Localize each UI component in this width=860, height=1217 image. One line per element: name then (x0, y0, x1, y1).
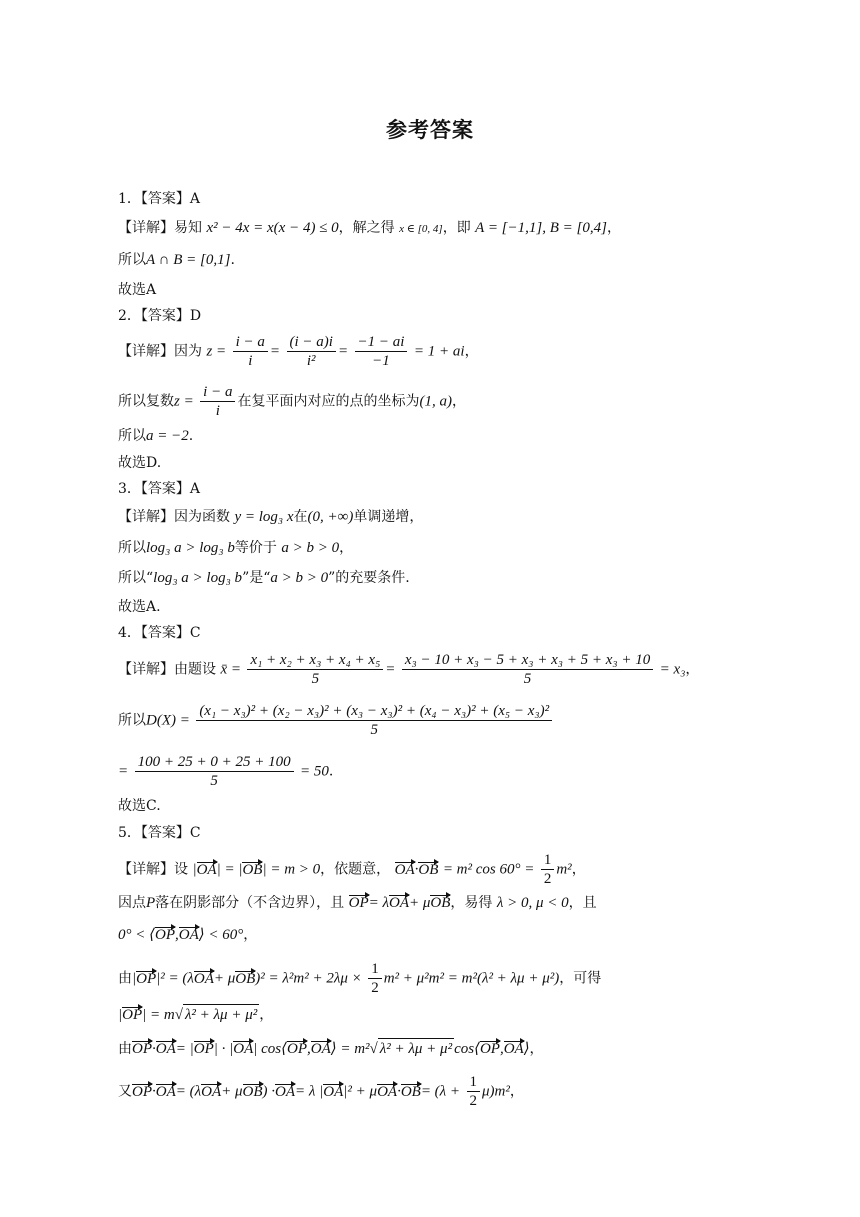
q5-line6: 由OP·OA= |OP| · |OA| cos⟨OP,OA⟩ = m²√ λ² + λμ + μ² cos⟨OP,OA⟩， (118, 1038, 544, 1059)
fraction: $\frac{1}{2}$ (541, 851, 555, 888)
fraction: (x₁ − x₃)² + (x₂ − x₃)² + (x₃ − x₃)² + (x₄ − x₃)² + (x₅ − x₃)² 5 (196, 702, 552, 739)
q2-choice: 故选D. (118, 455, 162, 471)
q4-detail: 【详解】由题设 x̄ = $\frac{\text{x₁ + x₂ + x₃ + x₄ + x₅}}{5}$ = $\frac{\text{x₃ − 10 + x₃ − 5 + x₃ + x₃ + 5 + x₃ + 10}}{5}$ = x₃， (118, 652, 700, 687)
q5-line2: 因点P落在阴影部分（不含边界），且 OP= λOA+ μOB，易得 λ > 0, μ < 0，且 (118, 895, 597, 911)
detail-label: 【详解】 (118, 861, 174, 878)
q3-line2: 所以log₃ a > log₃ b等价于 a > b > 0， (118, 540, 354, 556)
fraction: $\frac{\text{x₁ + x₂ + x₃ + x₄ + x₅}}{5}$ (247, 651, 383, 688)
q5-detail: 【详解】设 |OA| = |OB| = m > 0，依题意， OA·OB = m² cos 60° = $\frac{1}{2}$ m²， (118, 852, 586, 887)
fraction: $\frac{-1 - ai}{-1}$ (355, 333, 408, 370)
q4-answer: 4．【答案】C (118, 625, 201, 641)
page-title: 参考答案 (386, 118, 474, 142)
q4-choice: 故选C. (118, 798, 161, 814)
q3-detail: 【详解】因为函数 y = log₃ x在(0, +∞)单调递增， (118, 509, 424, 525)
detail-label: 【详解】 (118, 661, 174, 678)
detail-label: 【详解】 (118, 220, 174, 236)
q3-line3: 所以“log₃ a > log₃ b”是“a > b > 0”的充要条件. (118, 570, 410, 586)
q4-result: = $\frac{100 + 25 + 0 + 25 + 100}{5}$ = 50. (118, 754, 334, 789)
q2-answer: 2．【答案】D (118, 308, 202, 324)
q4-variance: 所以D(X) = (x₁ − x₃)² + (x₂ − x₃)² + (x₃ − x₃)² + (x₄ − x₃)² + (x₅ − x₃)² 5 (118, 702, 554, 739)
fraction: $\frac{(i - a)i}{\text{i²}}$ (287, 333, 336, 370)
q2-detail: 【详解】因为 z = $\frac{i - a}{i}$ = $\frac{(i - a)i}{\text{i²}}$ = $\frac{-1 - ai}{-1}$ = 1 + ai， (118, 334, 479, 369)
detail-label: 【详解】 (118, 509, 174, 525)
q5-line3: 0° < ⟨OP,OA⟩ < 60°， (118, 927, 258, 943)
fraction: $\frac{1}{2}$ (467, 1073, 481, 1110)
q5-line4: 由|OP|² = (λOA+ μOB)² = λ²m² + 2λμ × $\frac{1}{2}$ m² + μ²m² = m²(λ² + λμ + μ²)，可得 (118, 961, 602, 996)
q2-line3: 所以a = −2. (118, 428, 194, 444)
q1-choice: 故选A (118, 282, 157, 298)
q1-detail: 【详解】易知 x² − 4x = x(x − 4) ≤ 0，解之得 x ∈ [0, 4]，即 A = [−1,1], B = [0,4]， (118, 220, 621, 236)
fraction: $\frac{1}{2}$ (368, 960, 382, 997)
q1-answer: 1．【答案】A (118, 191, 201, 207)
fraction: $\frac{\text{x₃ − 10 + x₃ − 5 + x₃ + x₃ + 5 + x₃ + 10}}{5}$ (402, 651, 653, 688)
q5-answer: 5．【答案】C (118, 825, 201, 841)
q3-answer: 3．【答案】A (118, 481, 201, 497)
fraction: $\frac{i - a}{i}$ (200, 383, 235, 420)
q5-line5: |OP| = m√ λ² + λμ + μ² ， (118, 1004, 273, 1025)
q1-conclusion: 所以A ∩ B = [0,1]. (118, 252, 235, 268)
q5-line7: 又OP·OA= (λOA+ μOB) ·OA= λ |OA|² + μOA·OB= (λ + $\frac{1}{2}$ μ)m²， (118, 1074, 524, 1109)
fraction: $\frac{100 + 25 + 0 + 25 + 100}{5}$ (135, 753, 294, 790)
q3-choice: 故选A. (118, 599, 161, 615)
q2-line2: 所以复数z = $\frac{i - a}{i}$ 在复平面内对应的点的坐标为(1, a)， (118, 384, 466, 419)
fraction: $\frac{i - a}{i}$ (233, 333, 268, 370)
detail-label: 【详解】 (118, 343, 174, 360)
